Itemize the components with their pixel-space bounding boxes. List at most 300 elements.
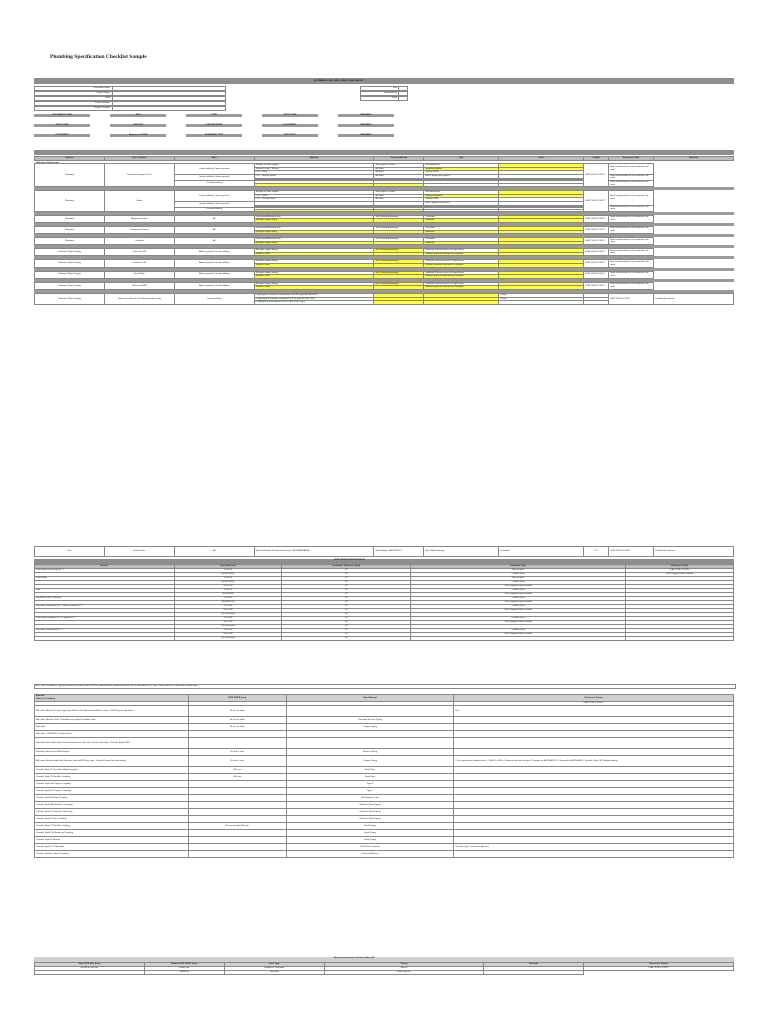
system-block <box>34 237 734 245</box>
reference-cell: ICAP 2018 ICC/UPC <box>584 249 609 256</box>
iso-cell: 25 <box>282 597 411 601</box>
branch-col-header: Fitting <box>324 963 484 967</box>
joining-cell: Straight or other angled <box>254 164 374 168</box>
col-header: Remarks <box>654 157 734 161</box>
fit-cell <box>188 802 286 809</box>
remarks-cell: Need confirmation for the material to be used. <box>609 215 654 222</box>
fit-row <box>35 749 734 756</box>
area-cell: Inside building & above ground <box>174 164 254 175</box>
iso-cell: Cold Water <box>35 577 175 581</box>
joints-cell <box>499 301 584 305</box>
fit-cell <box>454 788 734 795</box>
remarks-cell: Confirm the material <box>654 294 734 305</box>
system-cell: Plumbing <box>35 164 105 187</box>
fit-cell: 50 mm & under <box>188 717 286 724</box>
joining-cell: PVC - Gravity Sewer <box>254 198 374 202</box>
joints-cell: Neoprene/gasket <box>424 194 499 198</box>
size-cell <box>374 264 424 268</box>
joints-cell: Threaded <box>424 238 499 242</box>
size-cell: See Plumbing drawings <box>374 282 424 286</box>
size-cell: All Sizes <box>374 174 424 178</box>
info-label: Consultant Name <box>93 87 110 89</box>
iso-col-header: Insulation Thickness (mm) <box>282 565 411 569</box>
info-value[interactable] <box>112 107 225 110</box>
joining-cell: PVC - DWV <box>254 194 374 198</box>
fit-cell: Steel Piping <box>286 837 454 844</box>
system-cell: Plumbing <box>35 191 105 212</box>
remarks-cell: Need confirmation for the material to be used. <box>609 249 654 256</box>
system-block <box>34 282 734 290</box>
joints-cell: Soldered <box>424 219 499 223</box>
fit-cell <box>188 851 286 858</box>
joining-cell <box>254 184 374 187</box>
iso-cell: 50-100 (HW+) <box>174 581 282 585</box>
branch-cell: Reducing tee <box>324 971 484 975</box>
iso-cell: 25 <box>282 585 411 589</box>
area-cell: All <box>174 238 254 245</box>
gas-material: Steel, Schedule 40 Galvanized steel - ASTM A53/A53M <box>254 547 374 557</box>
area-cell: Inside building <box>174 294 254 305</box>
iso-cell: 50 <box>282 613 411 617</box>
size-cell <box>374 230 424 234</box>
joining-cell: Stainless steel <box>254 275 374 279</box>
iso-cell: 25 <box>282 589 411 593</box>
joints-cell: Welded, grooved mechanical couplings <box>424 286 499 290</box>
insulation-table <box>34 564 734 641</box>
length-cell <box>499 184 584 187</box>
table-row <box>35 238 734 242</box>
fit-row <box>35 830 734 837</box>
iso-cell: 25 <box>282 629 411 633</box>
iso-cell: 15 to 40 <box>174 617 282 621</box>
joints-cell: Threaded <box>424 215 499 219</box>
fit-cell <box>188 731 286 738</box>
remarks-cell: Need confirmation for the material to be used. <box>609 271 654 278</box>
gas-table <box>34 546 734 557</box>
joining-cell: Wrought copper fittings <box>254 282 374 286</box>
fit-cell: Ball valve (Bronze) Full, Threaded over gasket chamber ends <box>35 717 189 724</box>
fit-cell <box>454 731 734 738</box>
rev-info-block <box>360 86 408 101</box>
iso-cell: 40 <box>282 633 411 637</box>
iso-cell: FSK wrapped vapor retarder <box>411 601 626 605</box>
joining-cell: Wrought copper fitting <box>254 230 374 234</box>
reference-cell: ICAP 2018 ICC/UPC <box>584 226 609 233</box>
reference-cell: ICAP 2018 ICC/UPC <box>584 282 609 289</box>
info-value[interactable] <box>112 92 225 95</box>
fit-header-row <box>35 695 734 702</box>
size-cell: See Plumbing drawings <box>374 215 424 219</box>
joining-cell: Stainless steel <box>254 264 374 268</box>
iso-cell: Cold water (riser/drop) 50 °C <box>35 569 175 573</box>
project-info-block <box>34 86 226 111</box>
fit-cell: Victaulic Style 77 Flexible Coupling <box>35 823 189 830</box>
info-label: Project Name <box>96 92 110 94</box>
joining-cell: Galvanized/Malleable iron <box>254 238 374 242</box>
size-cell: All Sizes <box>374 198 424 202</box>
iso-cell: 25 <box>282 577 411 581</box>
remarks-cell: Need confirmation for the material to be used. <box>609 226 654 233</box>
iso-cell: 25 <box>282 605 411 609</box>
fit-cell <box>454 767 734 774</box>
reference-cell: ICAP 2018 ICC/UPC <box>609 294 654 305</box>
branch-cell: Welded or Threaded <box>224 967 324 971</box>
system-block <box>34 215 734 223</box>
branch-cell: 65 mm to 100 mm <box>35 967 145 971</box>
fit-cell: Ball valve (Bronze) 2 piece type with Teflon seals Stainless ball Brass stem - 150 PSI gate and others <box>35 706 189 717</box>
length-cell <box>499 275 584 279</box>
joining-cell: Galvanized/Malleable iron <box>254 226 374 230</box>
system-cell: Domestic Water Supply <box>35 260 105 267</box>
size-cell: See Plumbing drawings <box>374 249 424 253</box>
fit-cell <box>454 781 734 788</box>
title-code-label-2: TITLE CODE <box>34 124 90 127</box>
branch-cell: Reduced <box>144 971 224 975</box>
iso-cell: FSK wrapped vapor retarder <box>411 621 626 625</box>
branch-col-header: Main PIPE Size (mm) <box>35 963 145 967</box>
fit-row <box>35 781 734 788</box>
iso-cell: 15 to 40 <box>174 629 282 633</box>
joints-cell: Crimp <box>499 294 584 298</box>
joining-cell <box>254 209 374 211</box>
branch-cell <box>484 971 584 975</box>
document-code-rows <box>34 114 434 137</box>
size-cell: See Plumbing drawings <box>374 271 424 275</box>
system-cell: Domestic Water Supply <box>35 294 105 305</box>
branch-col-header: Remarks <box>484 963 584 967</box>
iso-cell: 50/65/80/100 <box>174 601 282 605</box>
fit-cell: Stainless Steel Piping <box>286 816 454 823</box>
fit-cell: Butterfly valve Series 608 Flanged <box>35 749 189 756</box>
document-label-2: DOCUMENT <box>34 134 90 137</box>
fit-cell: 300 mm <box>188 767 286 774</box>
iso-cell: Mineral fibre <box>411 577 626 581</box>
remarks-cell: Need confirmation for the material to be used. <box>609 164 654 175</box>
doc-row-2 <box>34 124 434 127</box>
iso-cell: 50 <box>282 621 411 625</box>
length-cell <box>584 301 609 305</box>
joints-cell: Soldered <box>424 230 499 234</box>
fit-row <box>35 844 734 851</box>
area-cell: All <box>174 226 254 233</box>
branch-row <box>35 971 734 975</box>
subsystem-cell: Storm <box>104 191 174 212</box>
joining-cell: Wrought copper fittings <box>254 271 374 275</box>
pipe-spec-body <box>34 163 734 305</box>
system-block <box>34 259 734 267</box>
info-value[interactable] <box>398 87 407 90</box>
iso-cell: 125 and above <box>174 625 282 629</box>
joining-cell: Galvanized/Malleable iron <box>254 215 374 219</box>
branch-cell: Same size <box>144 967 224 971</box>
length-cell <box>499 241 584 245</box>
remarks-cell: Need confirmation for the material to be used. <box>609 180 654 186</box>
area-cell: Above ground & inside building <box>174 271 254 278</box>
fit-cell <box>286 706 454 717</box>
info-value[interactable] <box>112 102 225 105</box>
joining-cell: Wrought copper fitting <box>254 219 374 223</box>
size-cell <box>424 301 499 305</box>
fit-row <box>35 788 734 795</box>
iso-cell: 50-100 (HW+) <box>174 573 282 577</box>
system-cell: Domestic Water Supply <box>35 271 105 278</box>
info-value[interactable] <box>112 97 225 100</box>
size-cell: See Plumbing drawings <box>374 260 424 264</box>
fit-cell: Victaulic Style 75 Flexible Coupling <box>35 774 189 781</box>
iso-col-header: Insulation Type <box>411 565 626 569</box>
iso-cell: Cellular Glass <box>411 605 626 609</box>
table-header-row <box>35 157 734 161</box>
joining-cell: Wrought copper fitting <box>254 241 374 245</box>
register-label: Register to CODE <box>110 134 166 137</box>
fit-cell: 300 mm <box>188 774 286 781</box>
fit-cell: 50 mm & under <box>188 724 286 731</box>
table-row <box>35 191 734 195</box>
fit-cell <box>188 809 286 816</box>
info-label: Date <box>105 97 110 99</box>
joints-cell: No-hub/gasket <box>424 164 499 168</box>
iso-cell: Hot water (riser/drop) 50 °C <box>35 629 175 633</box>
iso-cell: Cellular Glass <box>411 581 626 585</box>
fit-row <box>35 717 734 724</box>
iso-cell: Drip <box>35 589 175 593</box>
iso-cell: Hot water (riser/drop) 60 °C Recirc. below 60 °C <box>35 605 175 609</box>
fit-cell <box>454 724 734 731</box>
fittings-table <box>34 694 734 858</box>
info-label: Project Number <box>94 102 110 104</box>
material-cell: Polyethylene Multi-layered (PE-RT/AL/PE-RT) pipe <box>254 301 374 305</box>
iso-cell: FSK wrapped vapor retarder <box>411 633 626 637</box>
iso-cell: FSK wrapped vapor retarder <box>626 573 734 577</box>
doc-row-1 <box>34 114 434 117</box>
iso-cell: 15 to 40 <box>174 605 282 609</box>
gas-length: 0.5 <box>584 547 609 557</box>
fit-row <box>35 809 734 816</box>
fit-cell: Victaulic Style 41 Flex Coupling <box>35 816 189 823</box>
fit-cell: Victaulic Style 89 Rigid Coupling <box>35 795 189 802</box>
joining-cell: PVC - Gravity Sewer <box>254 174 374 178</box>
info-label: Rev <box>393 87 397 89</box>
col-header: System <box>35 157 105 161</box>
header-bar-label: PLUMBING SPECIFICATION CHECKLIST <box>314 79 364 82</box>
iso-cell: 50 to 100 <box>174 609 282 613</box>
iso-cell: Hot Water (WH) - Heating <box>35 597 175 601</box>
fit-cell: Victaulic Style 47 Dielectric Waterway <box>35 809 189 816</box>
fit-cell: Victaulic Style 45 Bronze <box>35 837 189 844</box>
size-cell: See Plumbing drawings <box>374 226 424 230</box>
info-row <box>34 106 226 111</box>
fit-cell <box>454 830 734 837</box>
fit-cell: Victaulic Style 177 Plain End <box>35 844 189 851</box>
size-cell <box>374 252 424 256</box>
system-block <box>34 226 734 234</box>
size-cell: Same pipe as sewer <box>374 164 424 168</box>
fit-ref-cell: ICAP 2018 ICC/UPC <box>454 702 734 706</box>
length-cell <box>499 264 584 268</box>
size-cell: See Plumbing drawings <box>374 238 424 242</box>
fit-cell <box>454 802 734 809</box>
fit-cell: Victaulic Stainless Steel Coupling <box>35 851 189 858</box>
iso-cell: 40 <box>282 581 411 585</box>
fit-row <box>35 731 734 738</box>
joints-cell: Welded, grooved mechanical couplings <box>424 275 499 279</box>
subsystem-cell: Domestic cold water for drip-red potters only <box>104 294 174 305</box>
iso-cell: 25 <box>282 569 411 573</box>
joints-cell: Solvent Weld <box>424 171 499 175</box>
reference-cell: ICAP 2018 ICC/UPC <box>584 191 609 212</box>
fit-cell: Steel Pipe <box>286 774 454 781</box>
fit-row <box>35 816 734 823</box>
reference-cell: ICAP 2018 ICC/UPC <box>584 260 609 267</box>
area-cell: Inside building & below ground <box>174 201 254 207</box>
iso-col-header: Reference Code <box>626 565 734 569</box>
fit-col-header: Reference Clause <box>454 695 734 702</box>
subsystem-cell: Sanitary Drainage & Vent <box>104 164 174 187</box>
area-cell: Above ground & inside building <box>174 282 254 289</box>
fit-col-header: Pipe Material <box>286 695 454 702</box>
title-code-label: TITLE CODE <box>262 114 318 117</box>
joints-cell: No-hub/gasket <box>424 191 499 195</box>
system-block <box>34 190 734 212</box>
fit-cell <box>286 738 454 749</box>
joints-cell <box>424 184 499 187</box>
cad-register-label: CAD REGISTER <box>186 124 242 127</box>
area-cell: Outside building <box>174 180 254 186</box>
gas-sub: Natural Gas <box>104 547 174 557</box>
info-value[interactable] <box>398 92 407 95</box>
iso-cell: 50 to 100 <box>174 621 282 625</box>
pipe-spec-table <box>34 156 734 161</box>
info-value[interactable] <box>398 97 407 100</box>
fit-cell: Hot <box>454 706 734 717</box>
remarks-cell: Need confirmation for the material to be used. <box>609 174 654 180</box>
fit-cell <box>454 851 734 858</box>
gas-remarks: Confirm the material <box>654 547 734 557</box>
joining-cell: PVC - DWV <box>254 171 374 175</box>
fit-cell: Ferrous Piping <box>286 749 454 756</box>
fit-cell: Threaded Ferrous Piping <box>286 717 454 724</box>
fit-cell: 65 mm & over <box>188 756 286 767</box>
iso-cell: FSK wrapped vapor retarder <box>411 609 626 613</box>
subsystem-cell: Condensate Drains <box>104 226 174 233</box>
size-cell: Same pipe as sewer <box>374 191 424 195</box>
info-label: Date <box>392 97 397 99</box>
remarks-cell: Need confirmation for the material to be used. <box>609 205 654 211</box>
col-header: Joints <box>499 157 584 161</box>
joints-cell: Soldered, Brazed or press fit type fitting <box>424 271 499 275</box>
area-cell: All <box>174 215 254 222</box>
fit-row <box>35 756 734 767</box>
col-header: Size <box>424 157 499 161</box>
fit-row <box>35 837 734 844</box>
document-title: Plumbing Specification Checklist Sample <box>50 54 147 60</box>
subsystem-cell: Domestic HWR <box>104 282 174 289</box>
length-cell <box>499 230 584 234</box>
fit-row <box>35 823 734 830</box>
iso-cell: 50 to 100 <box>174 633 282 637</box>
col-header: Pipe / System <box>104 157 174 161</box>
iso-cell: Cellular Glass <box>411 617 626 621</box>
iso-cell: ICAP 2018 ICC/UPC <box>626 569 734 573</box>
fit-cell <box>188 795 286 802</box>
joints-cell: Threaded <box>424 226 499 230</box>
fit-cell: Copper Piping <box>286 756 454 767</box>
fit-cell: 50 mm & under <box>188 706 286 717</box>
system-block <box>34 163 734 187</box>
fit-cell: Grooved Material <box>286 851 454 858</box>
joining-cell: Stainless steel / Solvent <box>254 167 374 171</box>
fit-row <box>35 738 734 749</box>
iso-cell: 15 to 40 <box>174 569 282 573</box>
fit-cell <box>188 788 286 795</box>
iso-cell: Mineral fibre <box>411 569 626 573</box>
reference-bar-label: Reference Documents <box>36 162 60 164</box>
table-row <box>35 164 734 168</box>
col-header: Material <box>254 157 374 161</box>
iso-cell: 15 to 40 <box>174 597 282 601</box>
size-cell <box>374 286 424 290</box>
size-cell <box>374 241 424 245</box>
fit-cell <box>454 795 734 802</box>
document-label: DOCUMENT <box>262 124 318 127</box>
fit-row <box>35 767 734 774</box>
joining-cell: Wrought copper fittings <box>254 260 374 264</box>
type-label: TYPE <box>186 114 242 117</box>
area-cell: Inside building & below ground <box>174 174 254 180</box>
subsystem-cell: Domestic CW <box>104 260 174 267</box>
doc-row-3 <box>34 134 434 137</box>
joints-cell: Welded, grooved mechanical couplings <box>424 252 499 256</box>
branch-cell: Grooved <box>224 971 324 975</box>
fit-cell: Ball valve <box>35 724 189 731</box>
joining-cell: Wrought copper fittings <box>254 249 374 253</box>
fit-cell <box>454 837 734 844</box>
fit-cell <box>454 816 734 823</box>
fit-row <box>35 706 734 717</box>
iso-col-header: Service <box>35 565 175 569</box>
fit-cell: Type K <box>286 781 454 788</box>
gas-area: All <box>174 547 254 557</box>
iso-cell: Cellular Glass <box>411 589 626 593</box>
joining-cell <box>374 301 424 305</box>
iso-cell <box>411 637 626 641</box>
joints-cell: Solvent Weld <box>424 198 499 202</box>
iso-cell: 25 <box>282 573 411 577</box>
area-cell: Outside building <box>174 207 254 211</box>
iso-cell <box>626 637 734 641</box>
fit-cell: Stainless Steel Piping <box>286 809 454 816</box>
iso-cell: 65 <box>282 625 411 629</box>
material-cell: Polypropylene Random copolymer (PP-R) pipe ASTM F2389 <box>254 297 374 301</box>
rev-opts-label: REV OPTS <box>262 134 318 137</box>
info-value[interactable] <box>112 87 225 90</box>
branch-bar-label: Branch connections off main (take off) <box>334 957 374 959</box>
joints-cell: Soldered <box>424 241 499 245</box>
remarks-label-2: REMARKS <box>338 124 394 127</box>
reference-cell: ICAP 2018 ICC/UPC <box>584 238 609 245</box>
fit-cell: 1. For grooved or welded valves - VDA 10 to 900 - Chemical resistant to pipe 2. Flanges as ASTM A126. 3. Grooved as ASTM A536 - Victaulic Style 761 Flange adapter <box>454 756 734 767</box>
length-cell <box>499 286 584 290</box>
fit-cell: Ball valve - VHP/NSF Victaulic Series <box>35 731 189 738</box>
length-cell <box>499 209 584 211</box>
gas-joints: Threaded <box>499 547 584 557</box>
fit-cell: Steel Piping <box>286 823 454 830</box>
fit-cell <box>188 844 286 851</box>
iso-cell: FSK wrapped vapor retarder <box>411 593 626 597</box>
standard-label: STANDARD TYPE <box>186 134 242 137</box>
iso-col-header: Pipe Size (mm) <box>174 565 282 569</box>
reference-cell: ICAP 2018 ICC/UPC <box>584 271 609 278</box>
